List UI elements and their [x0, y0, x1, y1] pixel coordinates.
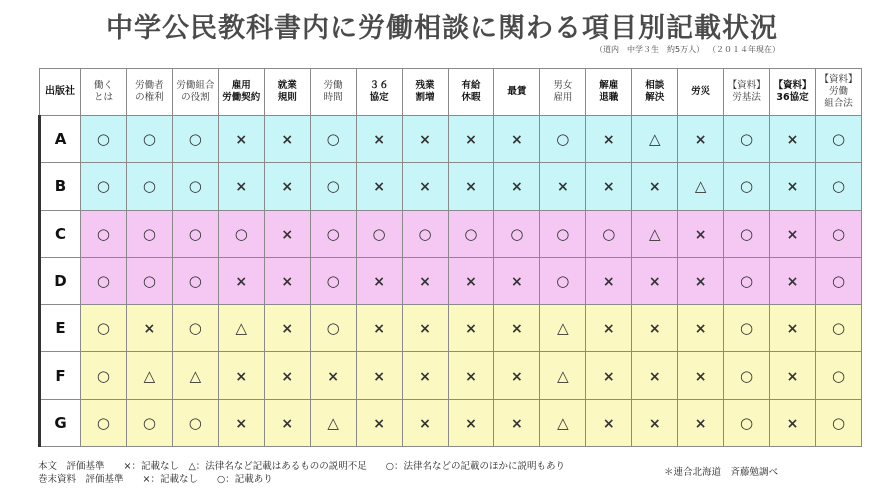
- evaluation-cell: [724, 163, 770, 210]
- column-header: 最賃: [494, 69, 540, 116]
- publisher-label: B: [40, 163, 81, 210]
- evaluation-mark: ×: [373, 321, 385, 338]
- evaluation-cell: [770, 210, 816, 257]
- evaluation-mark: ×: [602, 179, 615, 196]
- evaluation-mark: ×: [465, 273, 477, 290]
- evaluation-mark: ○: [831, 366, 846, 385]
- evaluation-mark: ×: [281, 273, 294, 290]
- evaluation-cell: [126, 210, 172, 257]
- evaluation-mark: ○: [188, 130, 202, 149]
- evaluation-cell: [81, 210, 127, 257]
- evaluation-cell: [540, 116, 586, 163]
- evaluation-mark: ○: [326, 177, 340, 196]
- evaluation-mark: ○: [142, 130, 156, 149]
- evaluation-mark: ×: [419, 321, 431, 338]
- evaluation-mark: ×: [419, 179, 431, 196]
- evaluation-cell: [678, 305, 724, 352]
- evaluation-mark: ×: [281, 415, 294, 432]
- evaluation-cell: [126, 399, 172, 446]
- evaluation-mark: ×: [235, 179, 248, 196]
- evaluation-cell: [632, 352, 678, 399]
- evaluation-mark: ×: [281, 226, 294, 243]
- evaluation-cell: [724, 305, 770, 352]
- evaluation-cell: [402, 352, 448, 399]
- evaluation-cell: [448, 257, 494, 304]
- evaluation-mark: △: [189, 366, 202, 385]
- table-row: [40, 305, 862, 352]
- evaluation-mark: ○: [740, 319, 754, 338]
- evaluation-table: [38, 68, 862, 447]
- evaluation-cell: [356, 210, 402, 257]
- evaluation-mark: ×: [465, 179, 477, 196]
- evaluation-mark: ×: [419, 273, 431, 290]
- evaluation-cell: [402, 210, 448, 257]
- evaluation-mark: ×: [419, 132, 431, 149]
- evaluation-mark: △: [557, 319, 569, 338]
- evaluation-cell: [81, 352, 127, 399]
- column-header: 男女 雇用: [540, 69, 586, 116]
- evaluation-cell: [632, 257, 678, 304]
- evaluation-mark: ○: [831, 319, 846, 338]
- evaluation-cell: [264, 305, 310, 352]
- evaluation-mark: ○: [188, 413, 202, 432]
- evaluation-mark: ○: [96, 319, 111, 338]
- evaluation-cell: [264, 210, 310, 257]
- legend-main-text: 本文 評価基準 ×：記載なし △：法律名など記載はあるものの説明不足 ○：法律名などの記載のほかに説明もあり: [38, 461, 566, 472]
- evaluation-cell: [126, 163, 172, 210]
- evaluation-mark: ×: [281, 132, 294, 149]
- table-header-row: [40, 69, 862, 116]
- evaluation-cell: [448, 352, 494, 399]
- table-row: [40, 399, 862, 446]
- evaluation-mark: ×: [648, 415, 661, 432]
- evaluation-mark: ○: [740, 130, 754, 149]
- evaluation-cell: [448, 116, 494, 163]
- evaluation-cell: [310, 305, 356, 352]
- evaluation-cell: [724, 210, 770, 257]
- evaluation-cell: [586, 352, 632, 399]
- evaluation-cell: [172, 352, 218, 399]
- column-header: 有給 休暇: [448, 69, 494, 116]
- evaluation-mark: ○: [418, 224, 432, 243]
- evaluation-cell: [126, 352, 172, 399]
- publisher-label: E: [40, 305, 81, 352]
- subnote-year: （２０１４年現在）: [708, 45, 780, 54]
- evaluation-mark: ○: [556, 271, 570, 290]
- column-header: 労働組合 の役割: [172, 69, 218, 116]
- column-header: 就業 規則: [264, 69, 310, 116]
- evaluation-mark: ×: [602, 132, 615, 149]
- evaluation-cell: [540, 305, 586, 352]
- evaluation-cell: [816, 399, 862, 446]
- publisher-label: G: [40, 399, 81, 446]
- evaluation-mark: ×: [694, 273, 707, 290]
- evaluation-mark: ○: [831, 271, 846, 290]
- evaluation-mark: ×: [511, 415, 523, 432]
- evaluation-cell: [356, 163, 402, 210]
- evaluation-mark: ○: [142, 271, 156, 290]
- header-publisher: 出版社: [40, 69, 81, 116]
- evaluation-mark: △: [694, 177, 707, 196]
- evaluation-cell: [264, 257, 310, 304]
- evaluation-mark: ×: [465, 132, 477, 149]
- evaluation-cell: [540, 210, 586, 257]
- column-header: 【資料】 労基法: [724, 69, 770, 116]
- evaluation-mark: ○: [96, 130, 111, 149]
- evaluation-cell: [586, 399, 632, 446]
- evaluation-mark: ×: [602, 321, 615, 338]
- evaluation-cell: [81, 116, 127, 163]
- column-header: 労働者 の権利: [126, 69, 172, 116]
- evaluation-mark: ○: [96, 413, 111, 432]
- evaluation-mark: ○: [831, 177, 846, 196]
- evaluation-mark: ×: [786, 273, 799, 290]
- evaluation-mark: ○: [188, 319, 202, 338]
- evaluation-mark: ×: [465, 321, 477, 338]
- column-header: 労災: [678, 69, 724, 116]
- evaluation-mark: ×: [786, 132, 799, 149]
- evaluation-cell: [816, 352, 862, 399]
- evaluation-cell: [494, 210, 540, 257]
- evaluation-mark: ○: [96, 224, 111, 243]
- evaluation-mark: ○: [96, 366, 111, 385]
- evaluation-mark: ○: [326, 271, 340, 290]
- evaluation-cell: [724, 399, 770, 446]
- evaluation-cell: [356, 305, 402, 352]
- evaluation-cell: [172, 163, 218, 210]
- evaluation-mark: ○: [556, 130, 570, 149]
- evaluation-cell: [678, 163, 724, 210]
- evaluation-mark: ○: [740, 413, 754, 432]
- evaluation-cell: [218, 116, 264, 163]
- table-body: [40, 116, 862, 447]
- column-header: ３６ 協定: [356, 69, 402, 116]
- evaluation-cell: [126, 257, 172, 304]
- evaluation-mark: ×: [143, 321, 156, 338]
- evaluation-cell: [402, 399, 448, 446]
- evaluation-cell: [356, 399, 402, 446]
- evaluation-mark: △: [648, 130, 661, 149]
- column-header: 労働 時間: [310, 69, 356, 116]
- evaluation-cell: [724, 257, 770, 304]
- evaluation-cell: [494, 399, 540, 446]
- evaluation-cell: [448, 210, 494, 257]
- evaluation-cell: [540, 352, 586, 399]
- evaluation-cell: [172, 399, 218, 446]
- evaluation-cell: [126, 116, 172, 163]
- evaluation-mark: ×: [648, 368, 661, 385]
- evaluation-mark: ×: [694, 226, 707, 243]
- evaluation-cell: [81, 257, 127, 304]
- evaluation-cell: [678, 399, 724, 446]
- legend-appendix: 巻末資料 評価基準 ×：記載なし ○：記載あり: [38, 474, 273, 485]
- publisher-label: D: [40, 257, 81, 304]
- evaluation-mark: ○: [740, 224, 754, 243]
- evaluation-cell: [356, 116, 402, 163]
- evaluation-mark: ×: [694, 321, 707, 338]
- table-row: [40, 210, 862, 257]
- evaluation-mark: ×: [786, 179, 799, 196]
- evaluation-cell: [402, 116, 448, 163]
- evaluation-cell: [632, 399, 678, 446]
- evaluation-cell: [724, 352, 770, 399]
- evaluation-cell: [678, 257, 724, 304]
- column-header: 残業 割増: [402, 69, 448, 116]
- evaluation-mark: ×: [373, 179, 385, 196]
- evaluation-cell: [81, 163, 127, 210]
- evaluation-cell: [770, 399, 816, 446]
- evaluation-mark: ○: [464, 224, 478, 243]
- evaluation-mark: ×: [465, 415, 477, 432]
- evaluation-cell: [540, 163, 586, 210]
- evaluation-cell: [816, 163, 862, 210]
- evaluation-mark: ×: [235, 368, 248, 385]
- evaluation-mark: ×: [465, 368, 477, 385]
- table-row: [40, 163, 862, 210]
- evaluation-cell: [494, 305, 540, 352]
- evaluation-cell: [310, 399, 356, 446]
- evaluation-mark: ×: [373, 368, 385, 385]
- evaluation-cell: [172, 210, 218, 257]
- table-row: [40, 257, 862, 304]
- column-header: 【資料】 36協定: [770, 69, 816, 116]
- evaluation-mark: ×: [419, 368, 431, 385]
- evaluation-cell: [816, 210, 862, 257]
- evaluation-cell: [494, 352, 540, 399]
- evaluation-cell: [448, 163, 494, 210]
- evaluation-cell: [770, 257, 816, 304]
- evaluation-cell: [770, 352, 816, 399]
- evaluation-mark: ○: [142, 177, 156, 196]
- evaluation-cell: [218, 163, 264, 210]
- evaluation-mark: ×: [511, 273, 523, 290]
- evaluation-mark: ×: [235, 415, 248, 432]
- evaluation-mark: ×: [602, 273, 615, 290]
- evaluation-mark: △: [557, 413, 569, 432]
- evaluation-cell: [632, 210, 678, 257]
- evaluation-cell: [218, 352, 264, 399]
- evaluation-mark: ○: [602, 224, 616, 243]
- evaluation-cell: [264, 163, 310, 210]
- evaluation-cell: [632, 163, 678, 210]
- evaluation-cell: [218, 305, 264, 352]
- evaluation-mark: ×: [786, 321, 799, 338]
- evaluation-mark: ○: [740, 177, 754, 196]
- page-title: 中学公民教科書内に労働相談に関わる項目別記載状況: [106, 13, 778, 44]
- evaluation-cell: [632, 305, 678, 352]
- evaluation-mark: ○: [740, 366, 754, 385]
- evaluation-mark: △: [327, 413, 339, 432]
- evaluation-mark: ○: [510, 224, 524, 243]
- evaluation-cell: [402, 257, 448, 304]
- evaluation-mark: ○: [188, 177, 202, 196]
- evaluation-mark: ×: [694, 415, 707, 432]
- evaluation-mark: ×: [694, 132, 707, 149]
- evaluation-cell: [586, 305, 632, 352]
- evaluation-mark: ×: [281, 368, 294, 385]
- evaluation-cell: [586, 257, 632, 304]
- evaluation-mark: △: [557, 366, 569, 385]
- evaluation-cell: [586, 210, 632, 257]
- evaluation-cell: [310, 210, 356, 257]
- table-row: [40, 352, 862, 399]
- table-row: [40, 116, 862, 163]
- evaluation-cell: [678, 352, 724, 399]
- evaluation-mark: ○: [326, 319, 340, 338]
- evaluation-mark: ○: [831, 224, 846, 243]
- evaluation-cell: [218, 210, 264, 257]
- evaluation-cell: [172, 116, 218, 163]
- evaluation-mark: ×: [648, 179, 661, 196]
- evaluation-mark: ○: [372, 224, 386, 243]
- evaluation-mark: ×: [327, 368, 340, 385]
- evaluation-mark: ×: [373, 132, 385, 149]
- evaluation-mark: ×: [235, 132, 248, 149]
- column-header: 【資料】 労働 組合法: [816, 69, 862, 116]
- evaluation-mark: △: [143, 366, 156, 385]
- evaluation-mark: ○: [234, 224, 248, 243]
- evaluation-cell: [126, 305, 172, 352]
- evaluation-cell: [172, 257, 218, 304]
- evaluation-cell: [770, 116, 816, 163]
- evaluation-cell: [81, 399, 127, 446]
- evaluation-mark: ○: [96, 177, 111, 196]
- credit: ＊連合北海道 斉藤勉調べ: [664, 467, 779, 478]
- evaluation-cell: [264, 116, 310, 163]
- evaluation-mark: ○: [188, 224, 202, 243]
- evaluation-cell: [816, 257, 862, 304]
- evaluation-mark: ○: [556, 224, 570, 243]
- column-header: 働く とは: [81, 69, 127, 116]
- evaluation-mark: ×: [373, 415, 385, 432]
- evaluation-mark: ×: [648, 273, 661, 290]
- evaluation-mark: ○: [326, 130, 340, 149]
- evaluation-cell: [724, 116, 770, 163]
- evaluation-cell: [494, 163, 540, 210]
- evaluation-cell: [356, 257, 402, 304]
- evaluation-mark: ×: [511, 132, 523, 149]
- evaluation-cell: [816, 116, 862, 163]
- evaluation-mark: ○: [831, 130, 846, 149]
- evaluation-cell: [218, 257, 264, 304]
- evaluation-mark: △: [648, 224, 661, 243]
- evaluation-mark: ○: [326, 224, 340, 243]
- evaluation-cell: [402, 163, 448, 210]
- evaluation-cell: [632, 116, 678, 163]
- evaluation-cell: [540, 257, 586, 304]
- evaluation-mark: ○: [142, 224, 156, 243]
- evaluation-mark: ×: [419, 415, 431, 432]
- evaluation-cell: [494, 257, 540, 304]
- evaluation-mark: ○: [142, 413, 156, 432]
- evaluation-cell: [816, 305, 862, 352]
- evaluation-mark: △: [235, 319, 248, 338]
- evaluation-mark: ×: [235, 273, 248, 290]
- evaluation-cell: [494, 116, 540, 163]
- evaluation-mark: ×: [281, 179, 294, 196]
- evaluation-cell: [586, 116, 632, 163]
- evaluation-mark: ×: [556, 179, 569, 196]
- subnote-population: （道内 中学３生 約5万人）: [595, 45, 705, 54]
- evaluation-cell: [310, 116, 356, 163]
- evaluation-cell: [770, 163, 816, 210]
- evaluation-mark: ○: [740, 271, 754, 290]
- evaluation-mark: ×: [786, 226, 799, 243]
- column-header: 雇用 労働契約: [218, 69, 264, 116]
- evaluation-mark: ×: [511, 368, 523, 385]
- evaluation-cell: [586, 163, 632, 210]
- evaluation-cell: [356, 352, 402, 399]
- publisher-label: C: [40, 210, 81, 257]
- evaluation-cell: [310, 257, 356, 304]
- evaluation-cell: [218, 399, 264, 446]
- evaluation-mark: ×: [373, 273, 385, 290]
- evaluation-mark: ×: [694, 368, 707, 385]
- evaluation-cell: [81, 305, 127, 352]
- evaluation-cell: [540, 399, 586, 446]
- publisher-label: F: [40, 352, 81, 399]
- evaluation-mark: ○: [831, 413, 846, 432]
- evaluation-mark: ×: [786, 415, 799, 432]
- evaluation-mark: ×: [511, 321, 523, 338]
- evaluation-mark: ×: [511, 179, 523, 196]
- evaluation-mark: ×: [281, 321, 294, 338]
- evaluation-cell: [172, 305, 218, 352]
- publisher-label: A: [40, 116, 81, 163]
- evaluation-cell: [678, 116, 724, 163]
- evaluation-cell: [448, 399, 494, 446]
- evaluation-cell: [264, 352, 310, 399]
- evaluation-cell: [448, 305, 494, 352]
- evaluation-cell: [770, 305, 816, 352]
- column-header: 解雇 退職: [586, 69, 632, 116]
- evaluation-mark: ○: [96, 271, 111, 290]
- column-header: 相談 解決: [632, 69, 678, 116]
- evaluation-mark: ×: [602, 368, 615, 385]
- evaluation-mark: ○: [188, 271, 202, 290]
- evaluation-mark: ×: [648, 321, 661, 338]
- evaluation-cell: [402, 305, 448, 352]
- evaluation-cell: [310, 352, 356, 399]
- evaluation-cell: [264, 399, 310, 446]
- evaluation-cell: [310, 163, 356, 210]
- evaluation-mark: ×: [786, 368, 799, 385]
- evaluation-mark: ×: [602, 415, 615, 432]
- evaluation-cell: [678, 210, 724, 257]
